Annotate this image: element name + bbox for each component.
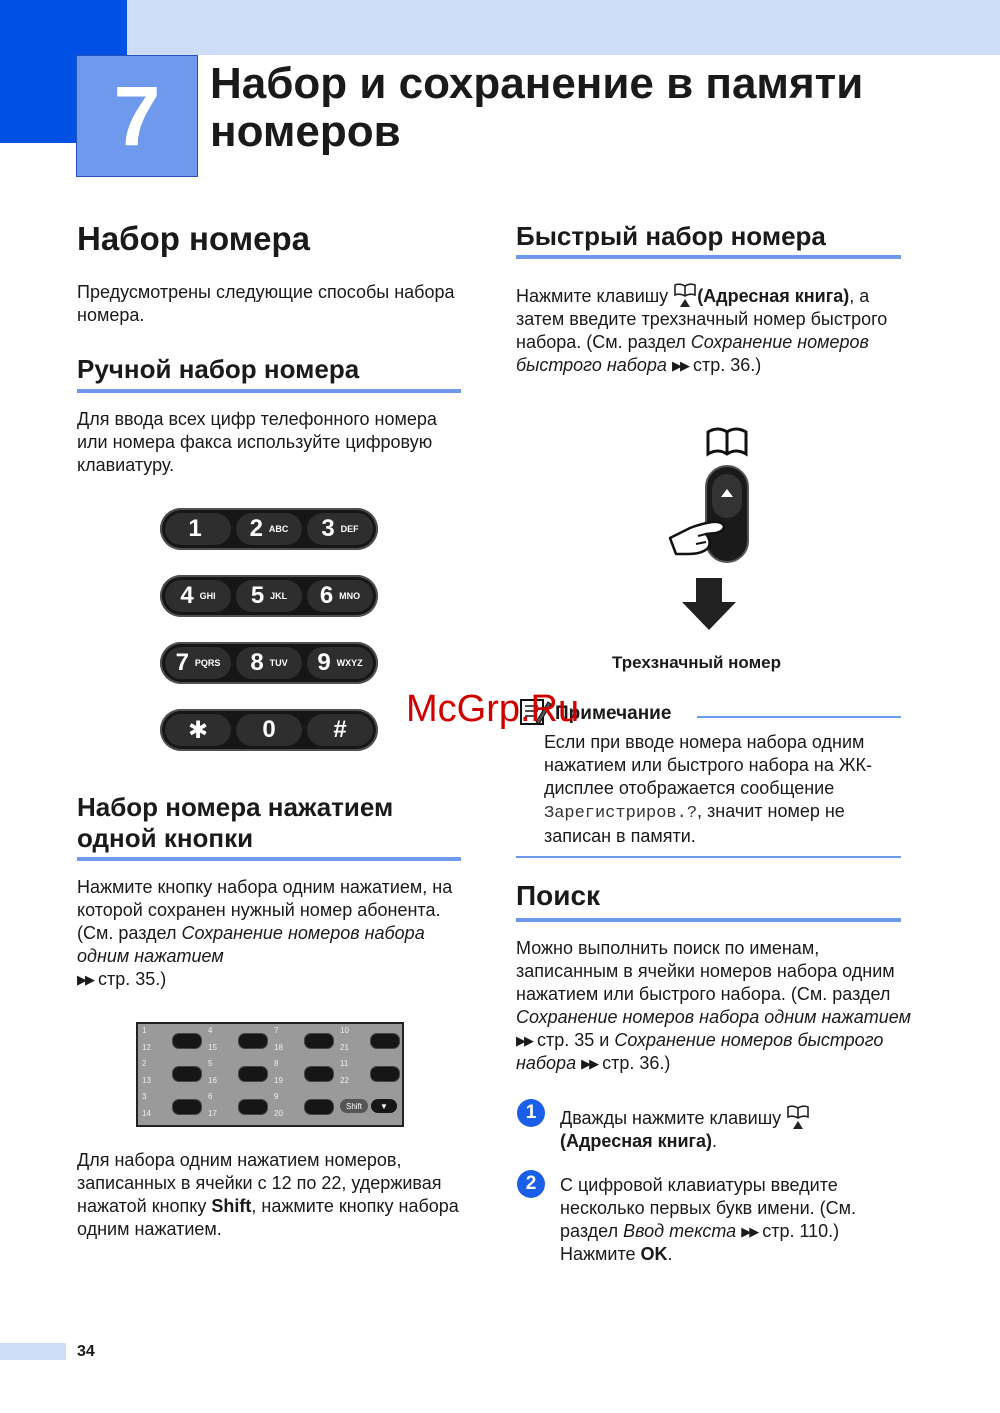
step-1-badge: 1 [517, 1099, 545, 1127]
one-touch-button[interactable] [238, 1066, 268, 1082]
step-2-text: С цифровой клавиатуры введите несколько первых букв имени. (См. раздел Ввод текста ▶▶ стр. 110.) Нажмите OK. [560, 1175, 857, 1264]
page-number: 34 [77, 1343, 95, 1360]
keypad-row [160, 575, 378, 617]
one-touch-text: Нажмите кнопку набора одним нажатием, на которой сохранен нужный номер абонента. (См. раздел Сохранение номеров набора одним нажатием ▶▶ стр. 35.) [77, 877, 453, 989]
key-5[interactable]: 5 JKL [236, 580, 302, 612]
one-touch-panel [136, 1022, 404, 1127]
one-touch-heading-line2: одной кнопки [77, 823, 254, 853]
key-8[interactable]: 8 TUV [236, 647, 302, 679]
keypad-row [160, 642, 378, 684]
panel-slot-number: 11 [340, 1059, 349, 1068]
keypad-row [160, 508, 378, 550]
key-star[interactable]: ✱ [165, 714, 231, 746]
panel-slot-shift-number: 15 [208, 1043, 217, 1052]
panel-slot-number: 6 [208, 1092, 213, 1101]
address-book-icon [673, 282, 697, 308]
panel-slot-shift-number: 12 [142, 1043, 151, 1052]
down-arrow-icon [682, 578, 736, 630]
step-1-text: Дважды нажмите клавишу (Адресная книга). [560, 1104, 905, 1153]
address-book-icon [786, 1104, 810, 1130]
note-title-line [697, 716, 901, 718]
panel-slot-number: 3 [142, 1092, 147, 1101]
panel-slot-number: 9 [274, 1092, 279, 1101]
keypad-row [160, 709, 378, 751]
panel-slot-shift-number: 21 [340, 1043, 349, 1052]
key-6[interactable]: 6 MNO [307, 580, 373, 612]
panel-slot-number: 2 [142, 1059, 147, 1068]
address-book-key [706, 466, 748, 562]
book-icon [708, 429, 746, 454]
panel-slot-number: 5 [208, 1059, 213, 1068]
panel-slot-shift-number: 20 [274, 1109, 283, 1118]
panel-slot-shift-number: 19 [274, 1076, 283, 1085]
panel-slot-number: 4 [208, 1026, 213, 1035]
manual-dialing-heading: Ручной набор номера [77, 354, 360, 384]
dialing-intro: Предусмотрены следующие способы набора номера. [77, 282, 455, 325]
search-text: Можно выполнить поиск по именам, записанным в ячейки номеров набора одним нажатием или быстрого набора. (См. раздел Сохранение номеров набора одним нажатием ▶▶ стр. 35 и Сохранение номеров быстрого набора ▶▶ стр. 36.) [516, 938, 911, 1073]
key-3[interactable]: 3 DEF [307, 513, 373, 545]
one-touch-button[interactable] [238, 1033, 268, 1049]
key-2[interactable]: 2 ABC [236, 513, 302, 545]
one-touch-button[interactable] [172, 1099, 202, 1115]
heading-underline [77, 857, 461, 861]
one-touch-button[interactable] [304, 1066, 334, 1082]
key-hash[interactable]: # [307, 714, 373, 746]
chapter-title-line2: номеров [210, 107, 401, 156]
step-2-badge: 2 [517, 1170, 545, 1198]
one-touch-shift-text: Для набора одним нажатием номеров, записанных в ячейки с 12 по 22, удерживая нажатой кнопку Shift, нажмите кнопку набора одним нажатием. [77, 1150, 459, 1239]
panel-slot-shift-number: 22 [340, 1076, 349, 1085]
one-touch-button[interactable] [304, 1033, 334, 1049]
panel-slot-number: 8 [274, 1059, 279, 1068]
note-text: Если при вводе номера набора одним нажатием или быстрого набора на ЖК-дисплее отображается сообщение Зарегистриров.?, значит номер не записан в памяти. [544, 732, 872, 846]
key-4[interactable]: 4 GHI [165, 580, 231, 612]
speed-dial-text: Нажмите клавишу (Адресная книга), а затем введите трехзначный номер быстрого набора. (См. раздел Сохранение номеров быстрого набора ▶▶ стр. 36.) [516, 282, 916, 377]
heading-underline [516, 918, 901, 922]
chapter-number: 7 [76, 55, 198, 177]
panel-slot-number: 10 [340, 1026, 349, 1035]
speed-dial-illustration [660, 420, 780, 640]
manual-dialing-text: Для ввода всех цифр телефонного номера или номера факса используйте цифровую клавиатуру. [77, 409, 437, 475]
note-title: Примечание [555, 703, 672, 724]
key-9[interactable]: 9 WXYZ [307, 647, 373, 679]
watermark: McGrp.Ru [406, 688, 580, 730]
one-touch-button[interactable] [238, 1099, 268, 1115]
one-touch-button[interactable] [370, 1066, 400, 1082]
header-light-band [127, 0, 1000, 55]
one-touch-button[interactable] [370, 1033, 400, 1049]
key-7[interactable]: 7 PQRS [165, 647, 231, 679]
speed-dial-caption: Трехзначный номер [612, 653, 782, 672]
panel-slot-shift-number: 17 [208, 1109, 217, 1118]
one-touch-button[interactable] [172, 1066, 202, 1082]
section-heading-dialing: Набор номера [77, 220, 310, 257]
panel-slot-number: 1 [142, 1026, 147, 1035]
speed-dial-heading: Быстрый набор номера [516, 221, 826, 251]
panel-slot-shift-number: 14 [142, 1109, 151, 1118]
one-touch-heading-line1: Набор номера нажатием [77, 792, 394, 822]
chapter-title [210, 60, 990, 156]
footer-bar [0, 1343, 66, 1360]
one-touch-heading [77, 792, 393, 854]
chapter-title-line1: Набор и сохранение в памяти [210, 59, 864, 108]
panel-slot-shift-number: 13 [142, 1076, 151, 1085]
heading-underline [516, 255, 901, 259]
panel-slot-number: 7 [274, 1026, 279, 1035]
search-heading: Поиск [516, 880, 601, 911]
shift-button[interactable]: Shift [340, 1099, 368, 1113]
key-1[interactable]: 1 [165, 513, 231, 545]
panel-slot-shift-number: 18 [274, 1043, 283, 1052]
panel-slot-shift-number: 16 [208, 1076, 217, 1085]
note-bottom-line [516, 856, 901, 858]
heading-underline [77, 389, 461, 393]
down-button[interactable]: ▼ [371, 1099, 397, 1113]
one-touch-button[interactable] [172, 1033, 202, 1049]
key-0[interactable]: 0 [236, 714, 302, 746]
one-touch-button[interactable] [304, 1099, 334, 1115]
